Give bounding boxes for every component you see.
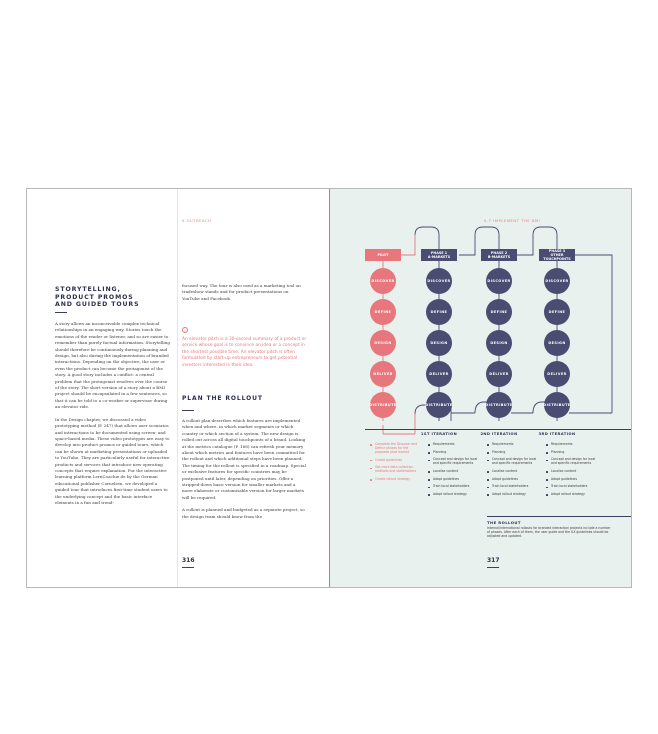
phase-1-distribute-node: DISTRIBUTE bbox=[426, 392, 452, 418]
running-head-right: 5.7 IMPLEMENT THE BMI bbox=[484, 219, 541, 223]
column-header-text: B-MARKETS bbox=[487, 255, 511, 259]
phase-3-design-node: DESIGN bbox=[544, 330, 570, 356]
pilot-define-node: DEFINE bbox=[370, 299, 396, 325]
pilot-deliver-node: DELIVER bbox=[370, 361, 396, 387]
column-header-phase-3 bbox=[539, 249, 575, 261]
flow-connector bbox=[459, 235, 475, 255]
list-item: Create guidelines bbox=[370, 459, 420, 463]
phase-3-discover-node: DISCOVER bbox=[544, 268, 570, 294]
list-item: Adapt guidelines bbox=[487, 478, 537, 482]
list-item: Requirements bbox=[487, 443, 537, 447]
list-item: Localise content bbox=[487, 470, 537, 474]
phase-1-discover-node: DISCOVER bbox=[426, 268, 452, 294]
title-line: AND GUIDED TOURS bbox=[55, 301, 140, 309]
column-header-text: OTHER TOUCHPOINTS bbox=[543, 252, 571, 262]
flow-connector bbox=[401, 235, 415, 255]
flow-connector bbox=[415, 227, 439, 249]
flow-connector bbox=[575, 255, 612, 413]
caption-rule bbox=[487, 516, 631, 517]
body-paragraph: A story allows an inconceivable complex technical relationships in an engaging way. Stories touch the emotions of the reader or listener, and so are easier to remember than purely factual information. Storytelling should therefore be continuously during planning and design, but also during the implementation of branded interactions. Depending on the objective, the user or even the product can become the protagonist of the story. A good story includes a conflict: a central problem that the protagonist resolves over the course of the story. The short version of a story about a BMI project should be encapsulated in a few sentences, so that it can be told to a co-worker or supervisor during an elevator ride. bbox=[55, 321, 170, 410]
iteration-1-task-list bbox=[428, 443, 478, 501]
iteration-label-1: 1ST ITERATION bbox=[420, 432, 458, 436]
list-item: Planning bbox=[428, 451, 478, 455]
phase-2-distribute-node: DISTRIBUTE bbox=[486, 392, 512, 418]
iteration-label-2: 2ND ITERATION bbox=[480, 432, 518, 436]
phase-2-deliver-node: DELIVER bbox=[486, 361, 512, 387]
phase-2-design-node: DESIGN bbox=[486, 330, 512, 356]
flow-connector bbox=[517, 235, 533, 255]
column-header-text: PHASE 2 bbox=[490, 250, 508, 255]
list-item: Adapt guidelines bbox=[428, 478, 478, 482]
diagram-baseline bbox=[365, 429, 631, 430]
iteration-2-task-list bbox=[487, 443, 537, 501]
list-item: Create rollout strategy bbox=[370, 478, 420, 482]
pilot-distribute-node: DISTRIBUTE bbox=[370, 392, 396, 418]
body-paragraph: A rollout is planned and budgeted as a separate project, so the design team should know from the bbox=[182, 507, 305, 519]
column-header-phase-1 bbox=[421, 249, 457, 261]
list-item: Adapt rollout strategy bbox=[546, 493, 596, 497]
phase-2-define-node: DEFINE bbox=[486, 299, 512, 325]
iteration-label-3: 3RD ITERATION bbox=[538, 432, 576, 436]
pilot-design-node: DESIGN bbox=[370, 330, 396, 356]
iteration-3-task-list bbox=[546, 443, 596, 501]
pilot-discover-node: DISCOVER bbox=[370, 268, 396, 294]
flow-connector bbox=[475, 227, 499, 249]
caption-text: Internal/international rollouts for branded interaction projects include a number of phases. After each of them, the user guide and the UX guidelines should be adjusted and updated. bbox=[487, 526, 611, 539]
list-item: Concept and design for local and specific requirements bbox=[487, 458, 537, 466]
body-paragraph: A rollout plan describes which features are implemented when and where, in which market segments or which country or which section of a system. The new design is rolled out across all digital touchpoints of a brand. Looking at the metrics catalogue (P. 168) can refresh your memory about which metrics and features have been committed for the rollout and which additional steps have been planned. The timing for the rollout is specified in a roadmap. Special or exclusive features for specific countries may be postponed until later, depending on priorities. Offer a stripped-down basic version for smaller markets and a more elaborate or customisable version for larger markets will be required. bbox=[182, 418, 306, 500]
column-header-text: PHASE 1 bbox=[430, 250, 448, 255]
phase-2-discover-node: DISCOVER bbox=[486, 268, 512, 294]
list-item: Requirements bbox=[546, 443, 596, 447]
caption-title: THE ROLLOUT bbox=[487, 520, 521, 525]
list-item: Train local stakeholders bbox=[546, 485, 596, 489]
list-item: Requirements bbox=[428, 443, 478, 447]
body-paragraph: In the Design chapter, we discussed a video prototyping method (P. 247) that allows user scenarios and interactions to be documented using screen- and space-based media. These video prototypes are easy to develop into product promos or guided tours, which can be shown at marketing presentations or uploaded to YouTube. They are particularly useful for interactive products and services that introduce new operating concepts that require explanation. For the interactive learning platform LernCoachie.de by the German educational publisher Cornelsen, we developed a guided tour that introduces first-time student users to the underlying concept and the basic interface elements in a fun and trend- bbox=[55, 416, 170, 505]
phase-1-design-node: DESIGN bbox=[426, 330, 452, 356]
phase-1-define-node: DEFINE bbox=[426, 299, 452, 325]
list-item: Train local stakeholders bbox=[428, 485, 478, 489]
list-item: Planning bbox=[487, 451, 537, 455]
list-item: Concept and design for local and specific requirements bbox=[546, 458, 596, 466]
column-header-text: PILOT bbox=[377, 252, 389, 257]
list-item: Get more data collection methods and stakeholders bbox=[370, 466, 420, 474]
list-item: Concept and design for local and specific requirements bbox=[428, 458, 478, 466]
flow-connector bbox=[533, 227, 557, 249]
title-line: STORYTELLING, bbox=[55, 286, 121, 293]
column-header-text: A-MARKETS bbox=[427, 255, 451, 259]
list-item: Adapt rollout strategy bbox=[487, 493, 537, 497]
phase-1-deliver-node: DELIVER bbox=[426, 361, 452, 387]
page-number-right: 317 bbox=[487, 557, 500, 564]
page-number-left: 316 bbox=[182, 557, 195, 564]
list-item: Complete the Discover and Define phases for the proposed pilot market bbox=[370, 443, 420, 455]
column-header-pilot bbox=[365, 249, 401, 261]
phase-3-deliver-node: DELIVER bbox=[544, 361, 570, 387]
column-header-phase-2 bbox=[481, 249, 517, 261]
list-item: Localise content bbox=[546, 470, 596, 474]
body-paragraph: focused way. The tour is also used as a marketing tool on tradeshow stands and for product presentations on YouTube and Facebook. bbox=[182, 283, 301, 301]
book-spread bbox=[26, 188, 632, 588]
phase-3-distribute-node: DISTRIBUTE bbox=[544, 392, 570, 418]
column-header-text: PHASE 3 bbox=[548, 248, 566, 253]
pull-quote: An elevator pitch is a 30-second summary of a product or service whose goal is to convince an idea or a concept in the shortest possible time. An elevator pitch is often formulated by start-up entrepreneurs to get potential investors interested in their idea. bbox=[182, 337, 307, 368]
list-item: Adapt rollout strategy bbox=[428, 493, 478, 497]
pilot-task-list bbox=[370, 443, 420, 486]
running-head-left: 5 OUTREACH bbox=[182, 219, 212, 223]
phase-3-define-node: DEFINE bbox=[544, 299, 570, 325]
list-item: Train local stakeholders bbox=[487, 485, 537, 489]
list-item: Planning bbox=[546, 451, 596, 455]
list-item: Localise content bbox=[428, 470, 478, 474]
title-line: PRODUCT PROMOS bbox=[55, 293, 134, 301]
info-icon: i bbox=[182, 327, 188, 333]
list-item: Adapt guidelines bbox=[546, 478, 596, 482]
folio-rule bbox=[487, 567, 499, 568]
subheading: PLAN THE ROLLOUT bbox=[182, 395, 263, 402]
